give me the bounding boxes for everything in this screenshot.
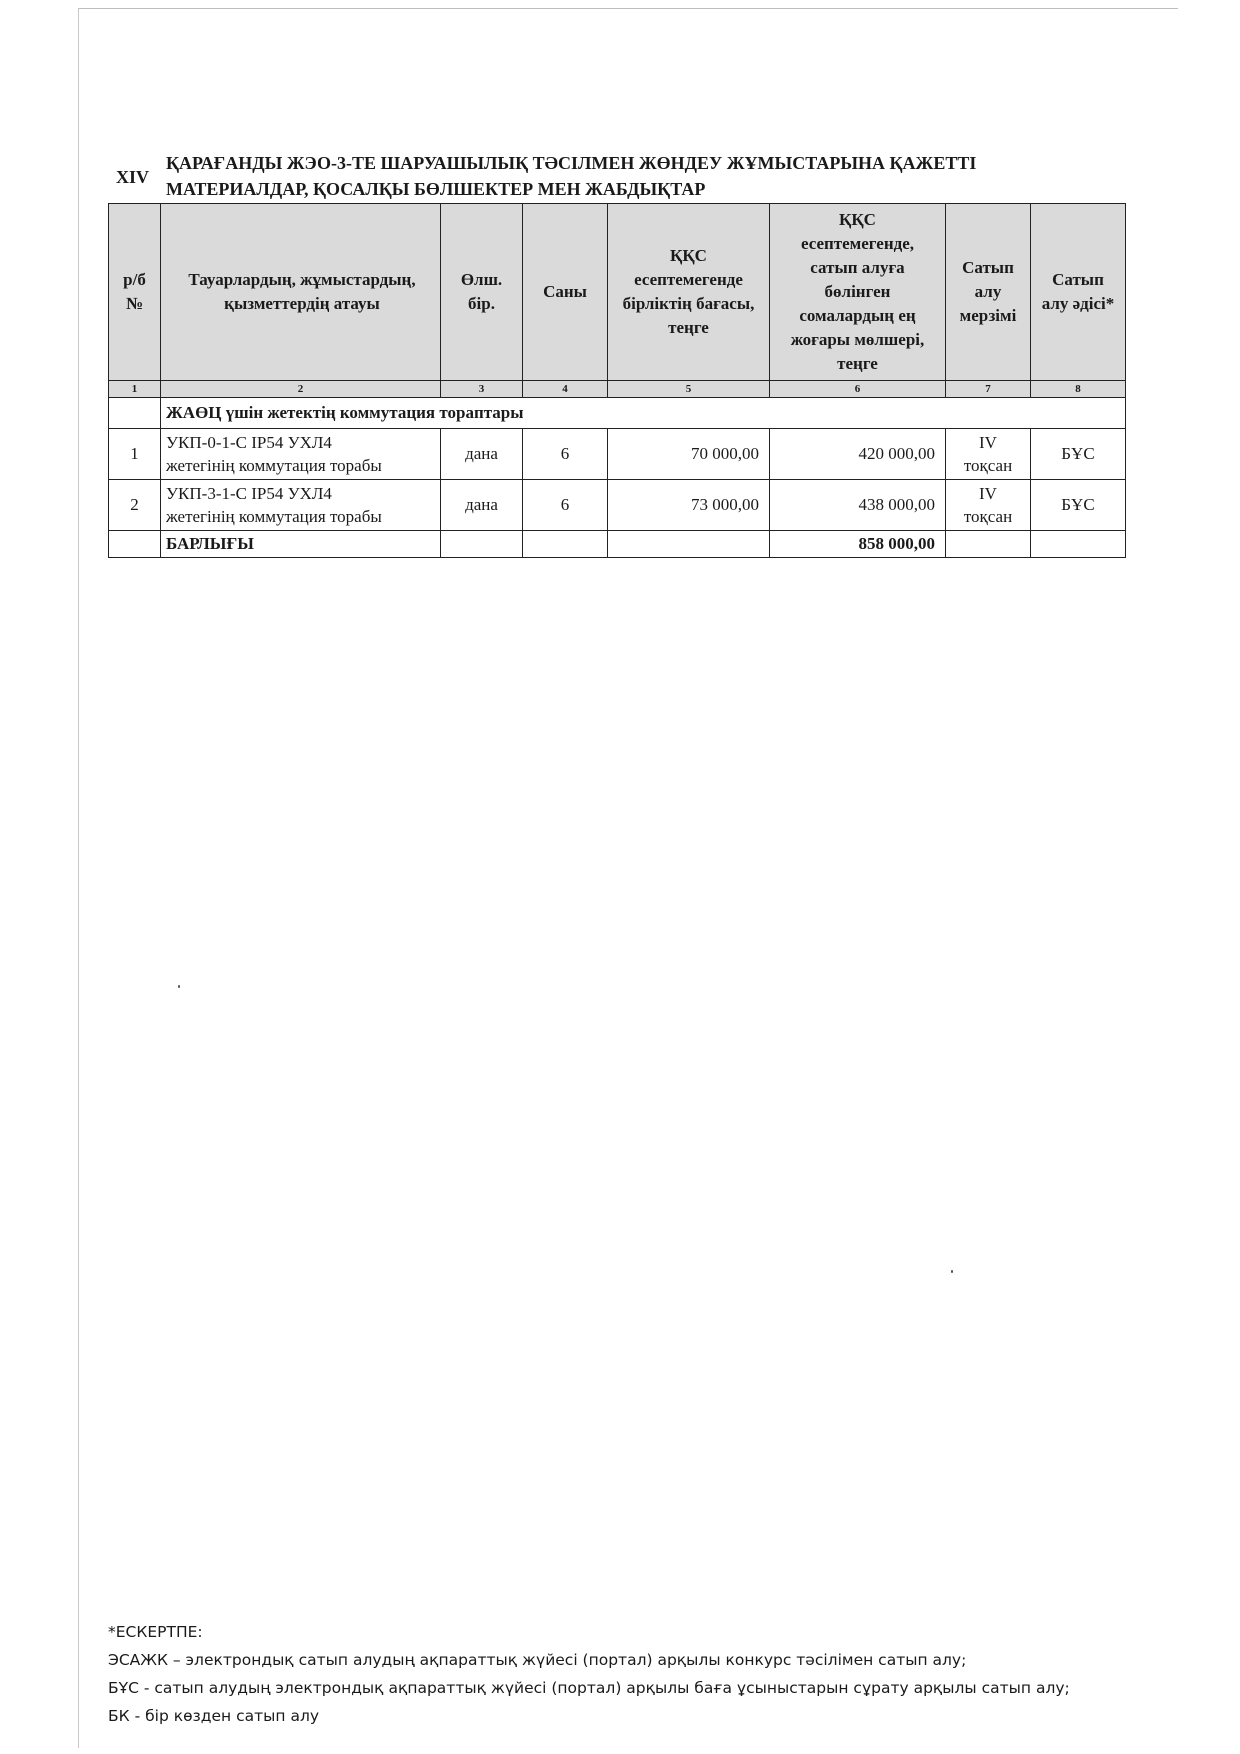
row-name	[161, 429, 441, 480]
footnotes	[108, 1618, 1108, 1730]
column-number: 1	[109, 381, 161, 398]
header-name	[161, 204, 441, 381]
total-label: БАРЛЫҒЫ	[161, 531, 441, 558]
header-term-line-3: мерзімі	[959, 306, 1017, 325]
section-number: XIV	[116, 167, 150, 187]
category-label: ЖАӨЦ үшін жетектің коммутация торaптары	[161, 398, 1126, 429]
row-name-line-2: жетегінің коммутация торабы	[166, 456, 382, 475]
header-unit	[441, 204, 523, 381]
row-method: БҰС	[1031, 480, 1126, 531]
section-header	[116, 150, 1116, 202]
scan-speck	[178, 985, 180, 988]
header-term-line-2: алу	[974, 282, 1002, 301]
footnote-line-1: ЭСАЖК – электрондық сатып алудың ақпараттық жүйесі (портал) арқылы конкурс тәсілімен сатып алу;	[108, 1651, 967, 1669]
column-number: 6	[770, 381, 946, 398]
header-price-line-4: теңге	[668, 318, 709, 337]
row-sum: 420 000,00	[770, 429, 946, 480]
total-empty-cell	[441, 531, 523, 558]
total-empty-cell	[523, 531, 608, 558]
header-term-line-1: Сатып	[962, 258, 1014, 277]
table-row	[109, 429, 1126, 480]
table-row	[109, 480, 1126, 531]
row-name-line-2: жетегінің коммутация торабы	[166, 507, 382, 526]
row-idx: 1	[109, 429, 161, 480]
row-sum: 438 000,00	[770, 480, 946, 531]
total-empty-cell	[109, 531, 161, 558]
total-empty-cell	[946, 531, 1031, 558]
table-header-row	[109, 204, 1126, 381]
row-name-line-1: УКП-0-1-С IP54 УХЛ4	[166, 433, 332, 452]
header-name-line-2: қызметтердің атауы	[224, 294, 380, 313]
scan-speck	[951, 1270, 953, 1273]
footnote-heading: *ЕСКЕРТПЕ:	[108, 1623, 203, 1641]
column-number: 5	[608, 381, 770, 398]
page-edge-left	[78, 8, 79, 1748]
header-price-line-1: ҚҚС	[670, 246, 707, 265]
column-number: 3	[441, 381, 523, 398]
procurement-table	[108, 203, 1126, 558]
header-qty	[523, 204, 608, 381]
header-unit-line-2: бір.	[468, 294, 495, 313]
header-sum-line-5: сомалардың ең	[799, 306, 916, 325]
header-price-line-2: есептемегенде	[634, 270, 743, 289]
row-method: БҰС	[1031, 429, 1126, 480]
page-edge-top	[78, 8, 1178, 9]
row-term	[946, 480, 1031, 531]
header-idx	[109, 204, 161, 381]
header-price	[608, 204, 770, 381]
row-idx: 2	[109, 480, 161, 531]
column-number: 4	[523, 381, 608, 398]
total-empty-cell	[1031, 531, 1126, 558]
row-name-line-1: УКП-3-1-С IP54 УХЛ4	[166, 484, 332, 503]
row-qty: 6	[523, 480, 608, 531]
row-price: 70 000,00	[608, 429, 770, 480]
header-sum-line-4: бөлінген	[824, 282, 891, 301]
header-idx-line-2: №	[125, 294, 144, 313]
column-number-row	[109, 381, 1126, 398]
header-method-line-1: Сатып	[1052, 270, 1104, 289]
column-number: 2	[161, 381, 441, 398]
header-price-line-3: бірліктің бағасы,	[622, 294, 755, 313]
row-term-line-2: тоқсан	[963, 456, 1013, 475]
section-title-line-2: МАТЕРИАЛДАР, ҚОСАЛҚЫ БӨЛШЕКТЕР МЕН ЖАБДЫҚТАР	[166, 179, 706, 199]
section-title	[166, 150, 1126, 202]
header-method-line-2: алу әдісі*	[1041, 294, 1115, 313]
row-price: 73 000,00	[608, 480, 770, 531]
header-sum	[770, 204, 946, 381]
header-term	[946, 204, 1031, 381]
header-sum-line-1: ҚҚС	[839, 210, 876, 229]
total-row	[109, 531, 1126, 558]
header-idx-line-1: р/б	[123, 270, 146, 289]
total-sum: 858 000,00	[770, 531, 946, 558]
header-method	[1031, 204, 1126, 381]
footnote-line-2: БҰС - сатып алудың электрондық ақпараттық жүйесі (портал) арқылы баға ұсыныстарын сұрату арқылы сатып алу;	[108, 1679, 1070, 1697]
footnote-line-3: БК - бір көзден сатып алу	[108, 1707, 320, 1725]
section-title-line-1: ҚАРАҒАНДЫ ЖЭО-3-ТЕ ШАРУАШЫЛЫҚ ТӘСІЛМЕН ЖӨНДЕУ ЖҰМЫСТАРЫНА ҚАЖЕТТІ	[166, 153, 977, 173]
column-number: 8	[1031, 381, 1126, 398]
header-qty-label: Саны	[543, 282, 587, 301]
category-row	[109, 398, 1126, 429]
total-empty-cell	[608, 531, 770, 558]
header-name-line-1: Тауарлардың, жұмыстардың,	[188, 270, 416, 289]
column-number: 7	[946, 381, 1031, 398]
row-term-line-2: тоқсан	[963, 507, 1013, 526]
header-unit-line-1: Өлш.	[460, 270, 503, 289]
category-empty-cell	[109, 398, 161, 429]
row-unit: дана	[441, 480, 523, 531]
row-name	[161, 480, 441, 531]
row-term-line-1: IV	[979, 433, 997, 452]
header-sum-line-6: жоғары мөлшері,	[790, 330, 925, 349]
header-sum-line-7: теңге	[837, 354, 878, 373]
row-unit: дана	[441, 429, 523, 480]
header-sum-line-2: есептемегенде,	[800, 234, 915, 253]
row-term-line-1: IV	[979, 484, 997, 503]
row-qty: 6	[523, 429, 608, 480]
row-term	[946, 429, 1031, 480]
header-sum-line-3: сатып алуға	[810, 258, 905, 277]
